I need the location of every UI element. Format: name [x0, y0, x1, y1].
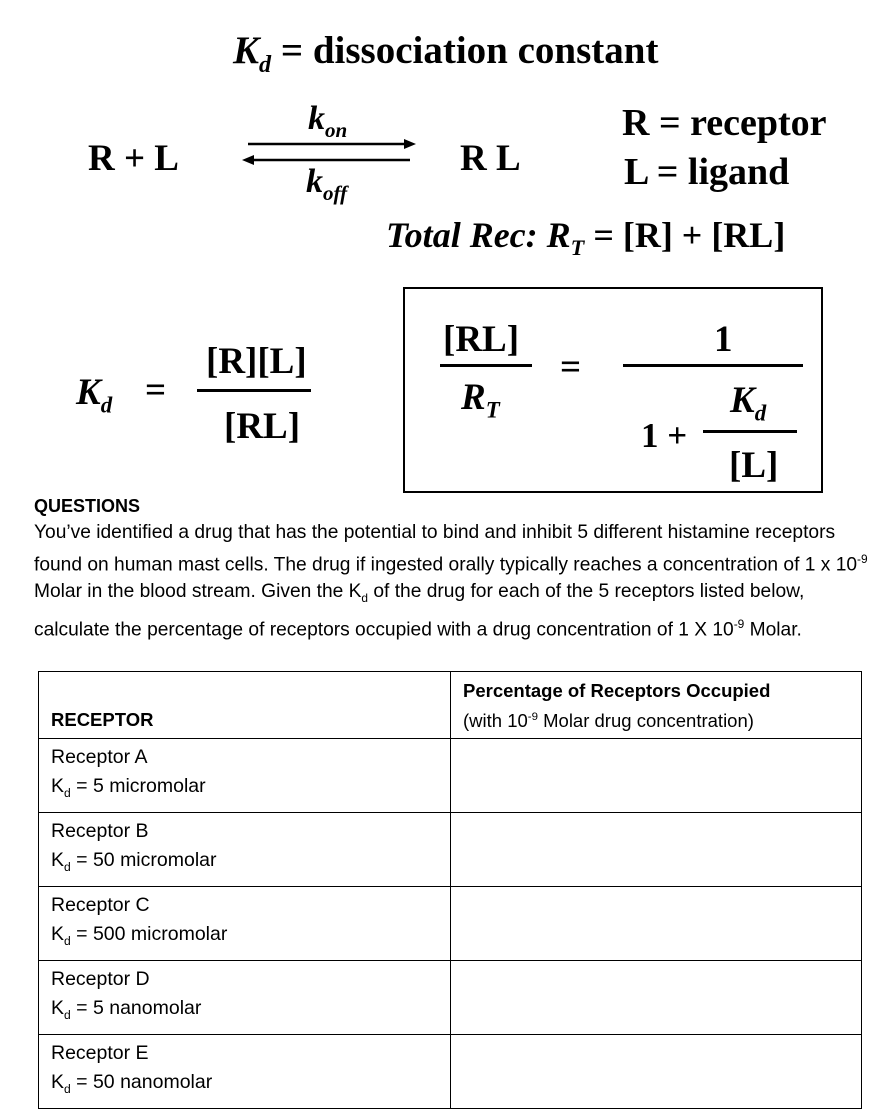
k-off-subscript: off: [323, 180, 348, 205]
kd-k: K: [51, 996, 65, 1019]
q-text-2: Molar in the blood stream. Given the K: [34, 580, 362, 602]
kd-value: = 5 nanomolar: [70, 996, 202, 1019]
kd-fraction-bar: [197, 389, 311, 392]
answer-cell[interactable]: [451, 886, 862, 960]
header-receptor: RECEPTOR: [39, 672, 451, 739]
title-text: = dissociation constant: [271, 29, 659, 72]
questions-heading: QUESTIONS: [34, 496, 141, 516]
inner-kd-subscript: d: [754, 400, 767, 426]
receptor-cell: [39, 813, 451, 887]
table-row: [39, 1034, 862, 1108]
occupancy-one: 1: [714, 319, 733, 360]
kd-k: K: [51, 1070, 65, 1093]
receptor-name: Receptor E: [51, 1041, 149, 1064]
rt-symbol: R: [461, 377, 486, 418]
title-k-subscript: d: [259, 50, 272, 78]
header-pct-sub2: Molar drug concentration): [537, 710, 754, 732]
reaction-left: R + L: [88, 138, 179, 179]
answer-cell[interactable]: [451, 960, 862, 1034]
total-receptors-equation: [386, 214, 785, 261]
table-row: [39, 886, 862, 960]
table-row: [39, 813, 862, 887]
kd-numerator: [R][L]: [206, 341, 307, 382]
occupancy-main-fraction-bar: [623, 364, 803, 367]
one-plus: 1 +: [641, 416, 688, 455]
inner-ligand: [L]: [729, 445, 779, 486]
kd-sub: d: [64, 786, 71, 801]
receptor-name: Receptor D: [51, 967, 150, 990]
k-off-symbol: k: [306, 163, 323, 200]
occupancy-denominator: [461, 376, 500, 423]
inner-kd: [730, 379, 766, 426]
kd-sub: d: [64, 1007, 71, 1022]
table-header-row: [39, 672, 862, 739]
questions-text: [34, 520, 874, 645]
total-label: Total Rec: R: [386, 215, 571, 255]
receptor-name: Receptor A: [51, 746, 148, 769]
total-rest: = [R] + [RL]: [584, 215, 786, 255]
receptor-cell: [39, 886, 451, 960]
answer-cell[interactable]: [451, 813, 862, 887]
header-pct-sub1: (with 10: [463, 710, 528, 732]
receptor-definition: R = receptor: [622, 102, 827, 144]
kd-value: = 50 micromolar: [70, 849, 217, 872]
rt-subscript: T: [485, 397, 500, 423]
kd-lhs: [76, 371, 112, 418]
kd-value: = 500 micromolar: [70, 922, 228, 945]
receptor-name: Receptor C: [51, 893, 150, 916]
occupancy-equals: =: [560, 347, 582, 388]
kd-value: = 50 nanomolar: [70, 1070, 213, 1093]
questions-section: [34, 493, 874, 644]
header-pct-exp: -9: [527, 711, 538, 723]
kd-lhs-symbol: K: [76, 372, 101, 413]
occupancy-fraction-bar: [440, 364, 532, 367]
q-sub-d: d: [361, 590, 369, 605]
q-exp-1: -9: [857, 552, 868, 566]
answer-cell[interactable]: [451, 739, 862, 813]
kd-sub: d: [64, 859, 71, 874]
kd-sub: d: [64, 933, 71, 948]
q-text-4: Molar.: [744, 619, 802, 641]
header-percentage: [451, 672, 862, 739]
k-off-label: [306, 163, 347, 206]
inner-fraction-bar: [703, 430, 797, 433]
kd-lhs-subscript: d: [100, 392, 113, 418]
k-on-subscript: on: [325, 117, 348, 142]
title-k-symbol: K: [233, 29, 260, 72]
kd-k: K: [51, 775, 65, 798]
table-row: [39, 739, 862, 813]
q-text-1: You’ve identified a drug that has the potential to bind and inhibit 5 different histamine receptors found on human mast cells. The drug if ingested orally typically reaches a concentration of 1 x 10: [34, 521, 858, 576]
k-on-symbol: k: [308, 100, 325, 137]
answer-cell[interactable]: [451, 1034, 862, 1108]
kd-k: K: [51, 922, 65, 945]
total-subscript: T: [570, 235, 585, 261]
kd-k: K: [51, 849, 65, 872]
receptor-name: Receptor B: [51, 820, 149, 843]
kd-sub: d: [64, 1081, 71, 1096]
kd-equals: =: [145, 370, 167, 411]
receptor-cell: [39, 960, 451, 1034]
kd-denominator: [RL]: [224, 406, 301, 447]
q-text-3: of the drug for each of the 5 receptors listed below, calculate the percentage of receptors occupied with a drug concentration of 1 X 10: [34, 580, 805, 641]
header-pct-title: Percentage of Receptors Occupied: [463, 680, 771, 701]
receptor-cell: [39, 1034, 451, 1108]
k-on-label: [308, 100, 347, 143]
title: [233, 28, 658, 79]
q-exp-2: -9: [733, 617, 745, 632]
receptor-cell: [39, 739, 451, 813]
inner-kd-symbol: K: [730, 380, 755, 421]
reaction-right: R L: [460, 138, 521, 179]
table-row: [39, 960, 862, 1034]
ligand-definition: L = ligand: [624, 151, 790, 193]
occupancy-numerator: [RL]: [443, 319, 520, 360]
receptor-table: [38, 671, 862, 1109]
kd-value: = 5 micromolar: [70, 775, 206, 798]
